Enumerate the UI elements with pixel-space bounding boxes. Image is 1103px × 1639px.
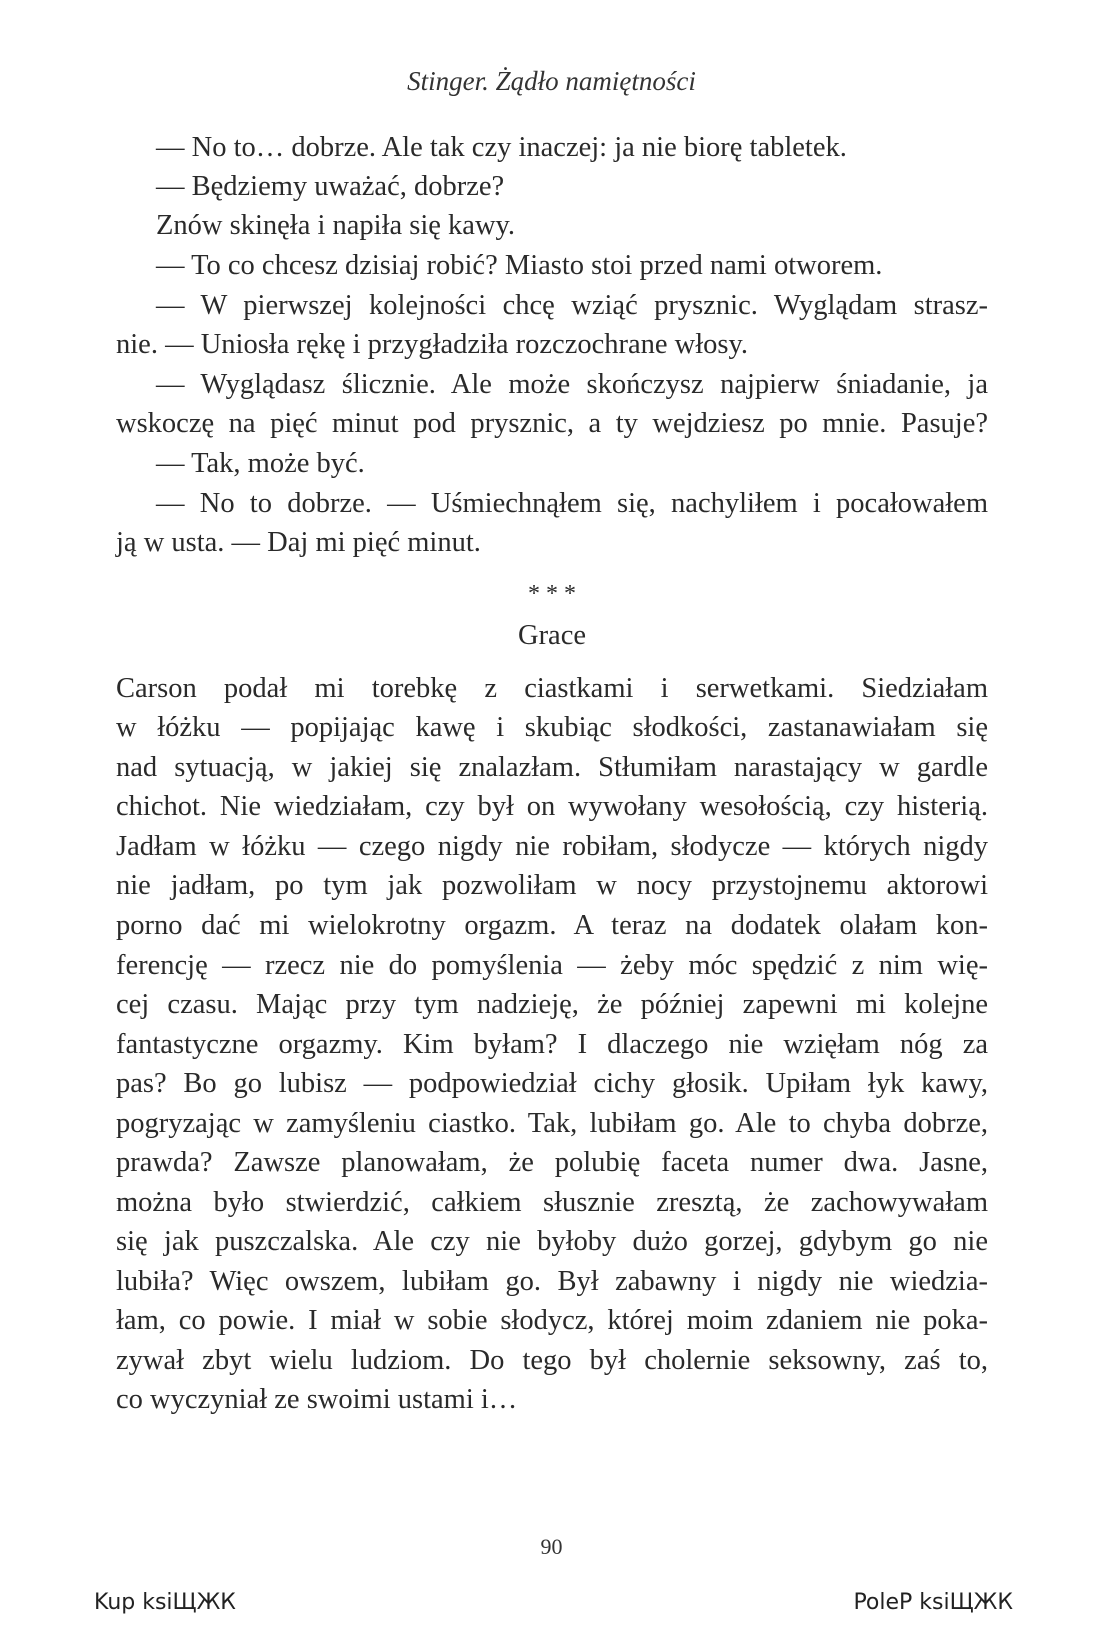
paragraph-line: porno dać mi wielokrotny orgazm. A teraz na dodatek olałam kon- [116, 910, 988, 941]
paragraph-line: pas? Bo go lubisz — podpowiedział cichy głosik. Upiłam łyk kawy, [116, 1068, 988, 1099]
dialogue-line: Znów skinęła i napiła się kawy. [156, 210, 516, 241]
dialogue-line: nie. — Uniosła rękę i przygładziła rozczochrane włosy. [116, 329, 749, 360]
section-heading: Grace [517, 620, 587, 651]
paragraph-line: co wyczyniał ze swoimi ustami i… [116, 1384, 518, 1415]
recommend-book-link[interactable]: PoleР ksiЩЖК [853, 1590, 1013, 1615]
paragraph-line: Jadłam w łóżku — czego nigdy nie robiłam, słodycze — których nigdy [116, 831, 988, 862]
paragraph-line: się jak puszczalska. Ale czy nie byłoby dużo gorzej, gdybym go nie [116, 1226, 988, 1257]
paragraph-line: Carson podał mi torebkę z ciastkami i serwetkami. Siedziałam [116, 673, 988, 704]
paragraph-line: prawda? Zawsze planowałam, że polubię faceta numer dwa. Jasne, [116, 1147, 988, 1178]
paragraph-line: ferencję — rzecz nie do pomyślenia — żeby móc spędzić z nim wię- [116, 950, 988, 981]
paragraph-line: zywał zbyt wielu ludziom. Do tego był cholernie seksowny, zaś to, [116, 1345, 988, 1376]
paragraph-line: można było stwierdzić, całkiem słusznie zresztą, że zachowywałam [116, 1187, 988, 1218]
page-number: 90 [540, 1534, 563, 1559]
paragraph-line: lubiła? Więc owszem, lubiłam go. Był zabawny i nigdy nie wiedzia- [116, 1266, 988, 1297]
paragraph-line: w łóżku — popijając kawę i skubiąc słodkości, zastanawiałam się [116, 712, 988, 743]
dialogue-line: — Tak, może być. [156, 448, 365, 479]
dialogue-line: ją w usta. — Daj mi pięć minut. [116, 527, 481, 558]
dialogue-line: — Będziemy uważać, dobrze? [156, 171, 505, 202]
dialogue-line: — To co chcesz dzisiaj robić? Miasto stoi przed nami otworem. [156, 250, 883, 281]
dialogue-line: — Wyglądasz ślicznie. Ale może skończysz najpierw śniadanie, ja [156, 369, 988, 400]
dialogue-line: — W pierwszej kolejności chcę wziąć prysznic. Wyglądam strasz- [156, 290, 988, 321]
paragraph-line: pogryzając w zamyśleniu ciastko. Tak, lubiłam go. Ale to chyba dobrze, [116, 1108, 988, 1139]
section-break: * * * [528, 581, 576, 607]
running-header: Stinger. Żądło namiętności [407, 66, 696, 96]
buy-book-link[interactable]: Kup ksiЩЖК [94, 1590, 236, 1615]
dialogue-line: — No to dobrze. — Uśmiechnąłem się, nachyliłem i pocałowałem [156, 488, 988, 519]
paragraph-line: łam, co powie. I miał w sobie słodycz, której moim zdaniem nie poka- [116, 1305, 988, 1336]
paragraph-line: nie jadłam, po tym jak pozwoliłam w nocy przystojnemu aktorowi [116, 870, 988, 901]
paragraph-line: cej czasu. Mając przy tym nadzieję, że później zapewni mi kolejne [116, 989, 988, 1020]
paragraph-line: fantastyczne orgazmy. Kim byłam? I dlaczego nie wzięłam nóg za [116, 1029, 988, 1060]
dialogue-line: wskoczę na pięć minut pod prysznic, a ty wejdziesz po mnie. Pasuje? [116, 408, 988, 439]
paragraph-line: nad sytuacją, w jakiej się znalazłam. Stłumiłam narastający w gardle [116, 752, 988, 783]
dialogue-line: — No to… dobrze. Ale tak czy inaczej: ja nie biorę tabletek. [156, 132, 847, 163]
paragraph-line: chichot. Nie wiedziałam, czy był on wywołany wesołością, czy histerią. [116, 791, 988, 822]
